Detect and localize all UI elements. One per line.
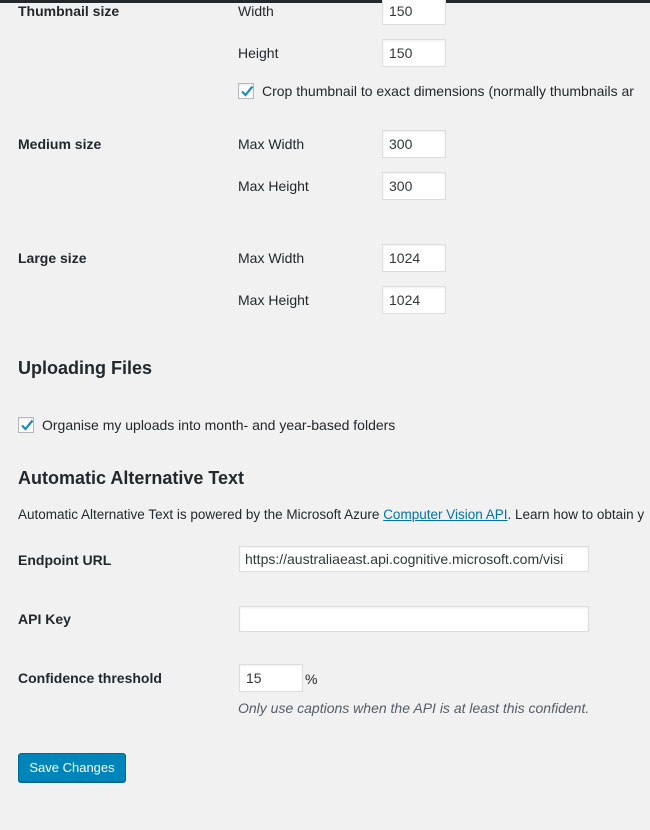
save-changes-button[interactable]: Save Changes	[18, 753, 126, 782]
confidence-threshold-label: Confidence threshold	[18, 670, 162, 686]
thumbnail-height-input[interactable]	[382, 39, 446, 67]
crop-thumbnail-label: Crop thumbnail to exact dimensions (normally thumbnails ar	[262, 83, 634, 99]
thumbnail-size-heading: Thumbnail size	[18, 3, 120, 19]
medium-height-label: Max Height	[238, 178, 309, 194]
endpoint-url-label: Endpoint URL	[18, 552, 112, 568]
thumbnail-height-label: Height	[238, 45, 279, 61]
large-size-heading: Large size	[18, 250, 87, 266]
thumbnail-width-input[interactable]	[382, 0, 446, 25]
large-height-label: Max Height	[238, 292, 309, 308]
uploading-files-heading: Uploading Files	[18, 358, 153, 378]
medium-width-input[interactable]	[382, 130, 446, 158]
alt-text-description	[18, 507, 644, 522]
large-width-label: Max Width	[238, 250, 305, 266]
organise-uploads-label: Organise my uploads into month- and year-based folders	[42, 417, 396, 433]
checkmark-icon	[19, 417, 35, 433]
medium-height-input[interactable]	[382, 172, 446, 200]
medium-size-heading: Medium size	[18, 136, 102, 152]
api-key-input[interactable]	[239, 606, 589, 632]
endpoint-url-input[interactable]	[239, 546, 589, 572]
percent-sign: %	[305, 671, 318, 687]
alt-text-heading: Automatic Alternative Text	[18, 468, 245, 488]
alt-text-desc-before: Automatic Alternative Text is powered by the Microsoft Azure	[18, 507, 384, 522]
large-width-input[interactable]	[382, 244, 446, 272]
medium-width-label: Max Width	[238, 136, 305, 152]
api-key-label: API Key	[18, 611, 71, 627]
confidence-threshold-input[interactable]	[239, 664, 303, 692]
computer-vision-api-link[interactable]: Computer Vision API	[383, 507, 508, 522]
large-height-input[interactable]	[382, 286, 446, 314]
thumbnail-width-label: Width	[238, 3, 274, 19]
checkmark-icon	[239, 83, 255, 99]
alt-text-desc-after: . Learn how to obtain y	[507, 507, 645, 522]
crop-thumbnail-checkbox[interactable]	[238, 83, 254, 99]
organise-uploads-checkbox[interactable]	[18, 417, 34, 433]
confidence-hint: Only use captions when the API is at least this confident.	[238, 700, 590, 716]
